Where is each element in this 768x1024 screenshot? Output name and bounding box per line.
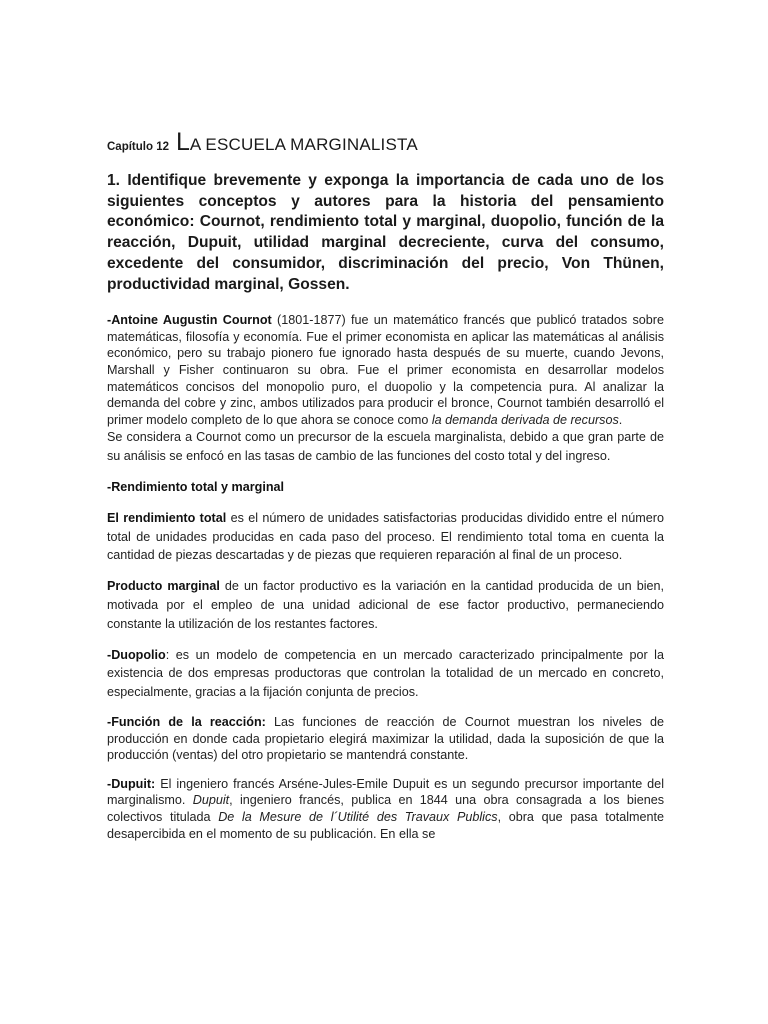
cournot-paragraph <box>107 312 664 428</box>
question-text: 1. Identifique brevemente y exponga la importancia de cada uno de los siguientes conceptos y autores para la historia del pensamiento económico: Cournot, rendimiento total y marginal, duopolio, función de la reacción, Dupuit, utilidad marginal decreciente, curva del consumo, excedente del consumidor, discriminación del precio, Von Thünen, productividad marginal, Gossen. <box>107 172 664 293</box>
dupuit-text: El ingeniero francés Arséne-Jules-Emile Dupuit es un segundo precursor importante del marginalismo. <box>107 776 664 808</box>
rendimiento-heading <box>107 478 664 497</box>
dupuit-paragraph <box>107 776 664 842</box>
dupuit-italic-name: Dupuit <box>192 793 230 808</box>
chapter-heading <box>107 130 664 155</box>
duopolio-paragraph <box>107 646 664 702</box>
rendimiento-total-term: El rendimiento total <box>107 510 227 525</box>
cournot-follow-paragraph: Se considera a Cournot como un precursor de la escuela marginalista, debido a que gran parte de su análisis se enfocó en las tasas de cambio de las funciones del costo total y del ingreso. <box>107 430 664 464</box>
producto-marginal-term: Producto marginal <box>107 579 220 594</box>
funcion-reaccion-paragraph <box>107 714 664 764</box>
producto-marginal-text: de un factor productivo es la variación en la cantidad producida de un bien, motivada por el empleo de una unidad adicional de ese factor productivo, permaneciendo constante la utilización de los restantes factores. <box>107 579 665 631</box>
funcion-reaccion-text: Las funciones de reacción de Cournot muestran los niveles de producción en donde cada propietario elegirá maximizar la utilidad, dada la suposición de que la producción (ventas) del otro propietario se mantendrá constante. <box>107 714 665 763</box>
rendimiento-total-paragraph <box>107 509 664 565</box>
rendimiento-total-text: es el número de unidades satisfactorias producidas dividido entre el número total de unidades producidas en cada paso del proceso. El rendimiento total toma en cuenta la cantidad de piezas descartadas y de piezas que requieren reparación al final de un proceso. <box>107 510 664 563</box>
chapter-title: A ESCUELA MARGINALISTA <box>189 135 418 154</box>
cournot-italic: la demanda derivada de recursos <box>431 412 619 427</box>
funcion-reaccion-term: -Función de la reacción: <box>107 714 266 729</box>
duopolio-text: : es un modelo de competencia en un mercado caracterizado principalmente por la existencia de dos empresas productoras que controlan la totalidad de un mercado en concreto, especialmente, gracias a la fijación conjunta de precios. <box>107 647 664 700</box>
chapter-title-initial: L <box>175 128 190 156</box>
cournot-name: -Antoine Augustin Cournot <box>107 313 272 328</box>
dupuit-book-title: De la Mesure de l´Utilité des Travaux Publics <box>218 809 498 824</box>
duopolio-term: -Duopolio <box>107 647 166 662</box>
producto-marginal-paragraph <box>107 577 664 633</box>
cournot-text: (1801-1877) fue un matemático francés que publicó tratados sobre matemáticas, filosofía y economía. Fue el primer economista en aplicar las matemáticas al análisis económico, pero su trabajo pionero fue ignorado hasta después de su muerte, cuando Jevons, Marshall y Fisher continuaron su obra. Fue el primer economista en desarrollar modelos matemáticos concisos del monopolio puro, el duopolio y la competencia pura. Al analizar la demanda del cobre y zinc, ambos utilizados para producir el bronce, Cournot también desarrolló el primer modelo completo de lo que ahora se conoce como <box>107 313 664 427</box>
dupuit-term: -Dupuit: <box>107 776 156 791</box>
chapter-number: Capítulo 12 <box>107 141 169 153</box>
dupuit-text-2: , ingeniero francés, publica en 1844 una obra consagrada a los bienes colectivos titulada <box>107 793 664 824</box>
dupuit-text-3: , obra que pasa totalmente desapercibida en el momento de su publicación. En ella se <box>107 809 664 841</box>
cournot-text-end: . <box>618 412 623 427</box>
rendimiento-heading-text: -Rendimiento total y marginal <box>107 479 285 494</box>
